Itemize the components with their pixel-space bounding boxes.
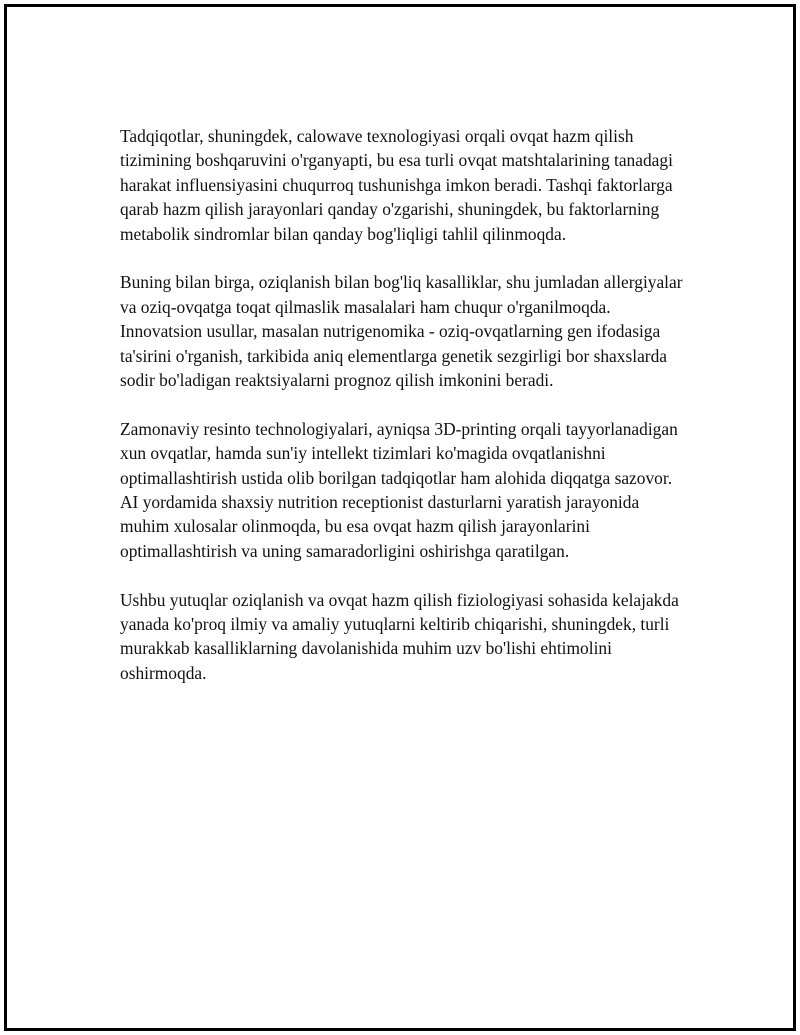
paragraph-4: Ushbu yutuqlar oziqlanish va ovqat hazm qilish fiziologiyasi sohasida kelajakda yanada ko'proq ilmiy va amaliy yutuqlarni keltirib chiqarishi, shuningdek, turli murakkab kasalliklarning davolanishida muhim uzv bo'lishi ehtimolini oshirmoqda. [120, 589, 679, 683]
paragraph-3: Zamonaviy resinto technologiyalari, ayniqsa 3D-printing orqali tayyorlanadigan xun ovqatlar, hamda sun'iy intellekt tizimlari ko'magida ovqatlanishni optimallashtirish ustida olib borilgan tadqiqotlar ham alohida diqqatga sazovor. AI yordamida shaxsiy nutrition receptionist dasturlarni yaratish jarayonida muhim xulosalar olinmoqda, bu esa ovqat hazm qilish jarayonlarini optimallashtirish va uning samaradorligini oshirishga qaratilgan. [120, 418, 678, 561]
paragraph-1: Tadqiqotlar, shuningdek, calowave texnologiyasi orqali ovqat hazm qilish tizimining boshqaruvini o'rganyapti, bu esa turli ovqat matshtalarining tanadagi harakat influensiyasini chuqurroq tushunishga imkon beradi. Tashqi faktorlarga qarab hazm qilish jarayonlari qanday o'zgarishi, shuningdek, bu faktorlarning metabolik sindromlar bilan qanday bog'liqligi tahlil qilinmoqda. [120, 126, 673, 244]
paragraph-2: Buning bilan birga, oziqlanish bilan bog'liq kasalliklar, shu jumladan allergiyalar va oziq-ovqatga toqat qilmaslik masalalari ham chuqur o'rganilmoqda. Innovatsion usullar, masalan nutrigenomika - oziq-ovqatlarning gen ifodasiga ta'sirini o'rganish, tarkibida aniq elementlarga genetik sezgirligi bor shaxslarda sodir bo'ladigan reaktsiyalarni prognoz qilish imkonini beradi. [120, 272, 683, 391]
document-body [120, 124, 690, 685]
page-frame [4, 4, 796, 1031]
